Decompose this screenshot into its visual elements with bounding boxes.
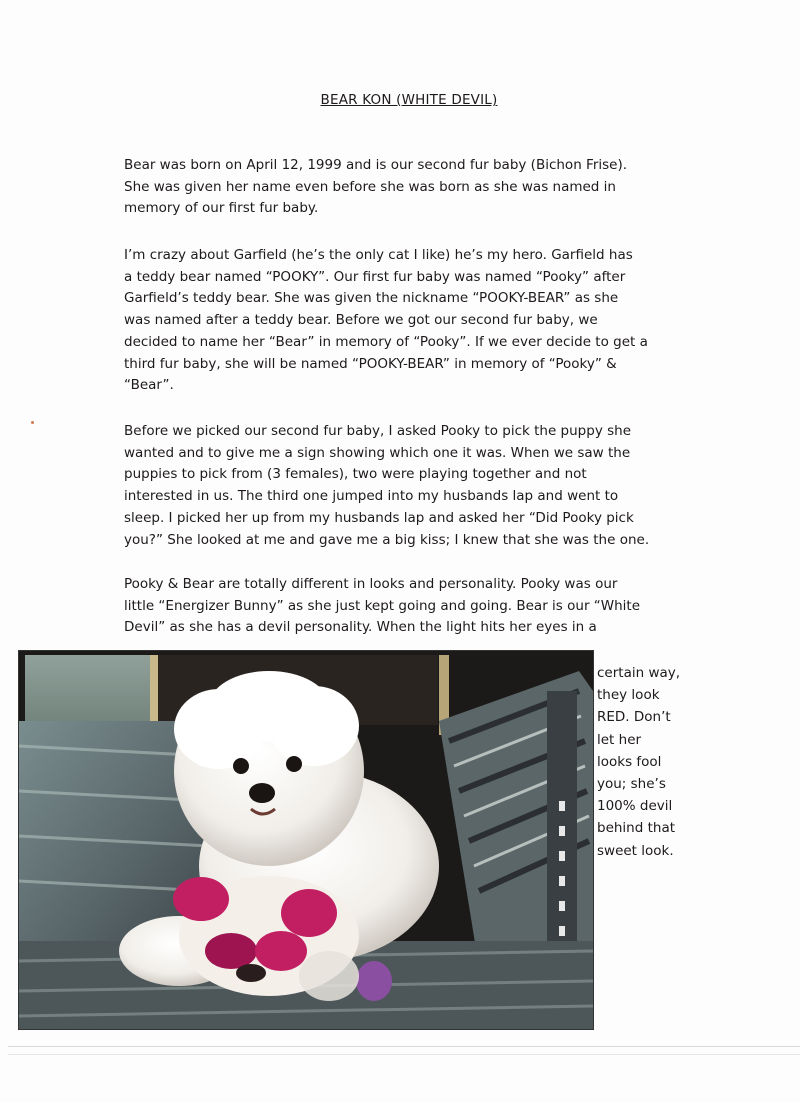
scan-speck <box>31 421 34 424</box>
scan-edge-line <box>8 1046 800 1047</box>
dog-photo <box>18 650 594 1030</box>
paragraph-garfield: I’m crazy about Garfield (he’s the only cat I like) he’s my hero. Garfield has a teddy bear named “POOKY”. Our first fur baby was named “Pooky” after Garfield’s teddy bear. She was given the nickname “POOKY-BEAR” as she was named after a teddy bear. Before we got our second fur baby, we decided to name her “Bear” in memory of “Pooky”. If we ever decide to get a third fur baby, she will be named “POOKY-BEAR” in memory of “Pooky” & “Bear”. <box>124 247 648 394</box>
paragraph-picking: Before we picked our second fur baby, I asked Pooky to pick the puppy she wanted and to give me a sign showing which one it was. When we saw the puppies to pick from (3 females), two were playing together and not interested in us. The third one jumped into my husbands lap and went to sleep. I picked her up from my husbands lap and asked her “Did Pooky pick you?” She looked at me and gave me a big kiss; I knew that she was the one. <box>124 423 650 548</box>
photo-caption: certain way, they look RED. Don’t let her looks fool you; she’s 100% devil behind that sweet look. <box>597 665 681 859</box>
scan-edge-line <box>8 1054 800 1055</box>
paragraph-birth: Bear was born on April 12, 1999 and is our second fur baby (Bichon Frise). She was given her name even before she was born as she was named in memory of our first fur baby. <box>124 157 628 217</box>
paragraph-personality: Pooky & Bear are totally different in looks and personality. Pooky was our little “Energizer Bunny” as she just kept going and going. Bear is our “White Devil” as she has a devil personality. When the light hits her eyes in a <box>124 576 641 636</box>
page-title: BEAR KON (WHITE DEVIL) <box>320 92 498 108</box>
